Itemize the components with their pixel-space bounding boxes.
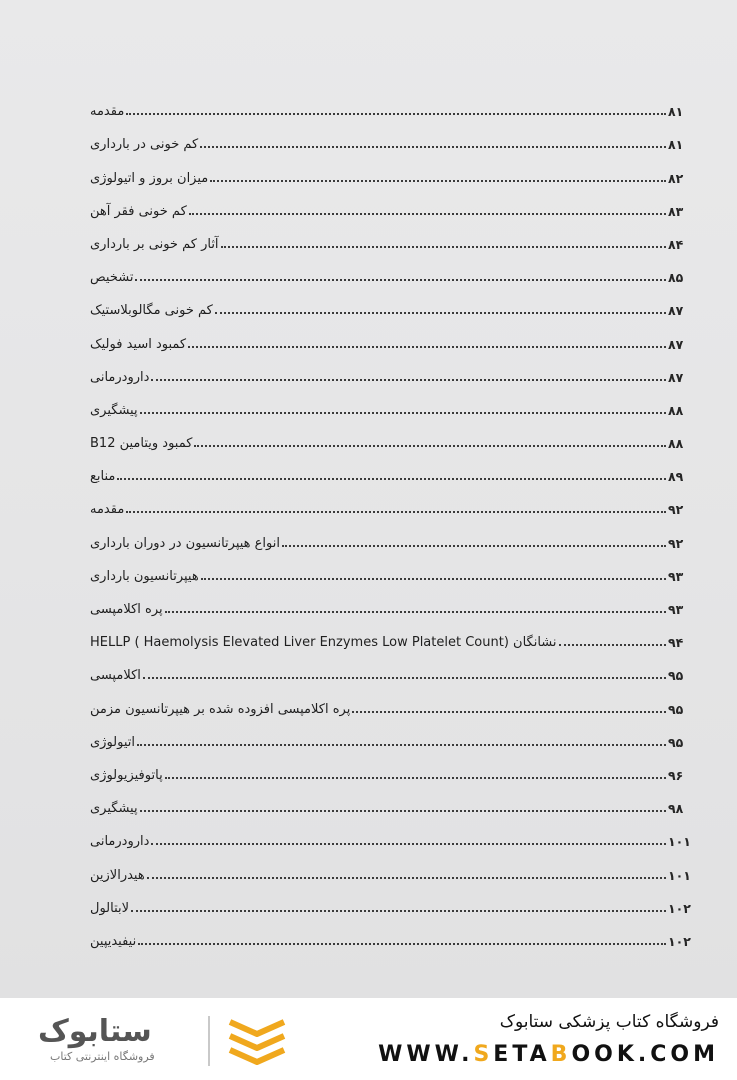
toc-entry-title: منابع <box>90 469 116 485</box>
dot-leader <box>140 412 666 414</box>
url-part: ETA <box>493 1042 551 1067</box>
toc-entry <box>88 484 694 517</box>
dot-leader <box>282 545 666 547</box>
watermark-footer <box>0 998 737 1080</box>
dot-leader <box>143 677 666 679</box>
toc-entry-page-number: ۸۷ <box>668 336 684 352</box>
toc-entry-title: کمبود ویتامین B12 <box>90 436 193 452</box>
toc-entry-page-number: ۸۷ <box>668 303 684 319</box>
toc-entry-page-number: ۸۴ <box>668 236 684 252</box>
dot-leader <box>201 578 666 580</box>
url-part: WWW. <box>378 1042 474 1067</box>
toc-entry-title: پیشگیری <box>90 402 138 418</box>
toc-entry <box>88 86 694 119</box>
toc-entry <box>88 285 694 318</box>
toc-entry-page-number: ۹۳ <box>668 568 684 584</box>
dot-leader <box>200 146 666 148</box>
dot-leader <box>135 279 666 281</box>
toc-entry <box>88 252 694 285</box>
dot-leader <box>137 744 666 746</box>
logo-tagline: فروشگاه اینترنتی کتاب <box>50 1050 155 1063</box>
toc-entry <box>88 916 694 949</box>
dot-leader <box>147 877 666 879</box>
dot-leader <box>189 213 666 215</box>
dot-leader <box>131 910 666 912</box>
toc-entry-page-number: ۸۳ <box>668 203 684 219</box>
toc-entry <box>88 219 694 252</box>
toc-entry-title: اکلامپسی <box>90 668 141 684</box>
toc-entry <box>88 352 694 385</box>
toc-entry-title: تشخیص <box>90 270 134 286</box>
dot-leader <box>126 113 666 115</box>
logo-brand-text: ستابوک <box>38 1014 152 1049</box>
toc-entry-title: آثار کم خونی بر بارداری <box>90 236 219 252</box>
dot-leader <box>352 711 666 713</box>
toc-entry <box>88 617 694 650</box>
shop-url[interactable] <box>378 1042 719 1067</box>
toc-entry-title: کم خونی در بارداری <box>90 137 199 153</box>
toc-entry-title: کمبود اسید فولیک <box>90 336 187 352</box>
dot-leader <box>210 180 666 182</box>
toc-entry-title: مقدمه <box>90 502 125 518</box>
toc-entry <box>88 517 694 550</box>
toc-entry-page-number: ۹۸ <box>668 801 684 817</box>
toc-entry-title: دارودرمانی <box>90 369 150 385</box>
url-accent: B <box>550 1042 572 1067</box>
toc-entry-title: پاتوفیزیولوژی <box>90 767 163 783</box>
toc-entry-title: نشانگان HELLP ( Haemolysis Elevated Liver Enzymes Low Platelet Count) <box>90 635 557 651</box>
toc-entry-page-number: ۸۸ <box>668 402 684 418</box>
toc-entry-page-number: ۸۹ <box>668 469 684 485</box>
toc-entry-page-number: ۸۱ <box>668 104 684 120</box>
toc-entry-title: هیپرتانسیون بارداری <box>90 568 199 584</box>
dot-leader <box>140 810 666 812</box>
toc-entry <box>88 750 694 783</box>
toc-entry <box>88 883 694 916</box>
setabook-logo <box>30 1012 290 1072</box>
toc-entry-title: کم خونی مگالوبلاستیک <box>90 303 213 319</box>
dot-leader <box>165 777 666 779</box>
dot-leader <box>117 478 666 480</box>
toc-entry-title: لابتالول <box>90 900 130 916</box>
toc-entry-title: پره اکلامپسی <box>90 602 163 617</box>
url-part: OOK.COM <box>571 1042 719 1067</box>
dot-leader <box>126 511 666 513</box>
toc-entry <box>88 119 694 152</box>
toc-entry-title: پره اکلامپسی افزوده شده بر هیپرتانسیون مزمن <box>90 701 351 717</box>
toc-entry <box>88 783 694 816</box>
toc-entry-page-number: ۹۴ <box>668 635 684 651</box>
url-accent: S <box>473 1042 494 1067</box>
toc-entry-page-number: ۹۵ <box>668 734 684 750</box>
toc-entry-page-number: ۹۵ <box>668 668 684 684</box>
dot-leader <box>151 379 666 381</box>
toc-entry <box>88 551 694 584</box>
dot-leader <box>559 644 666 646</box>
shop-name: فروشگاه کتاب پزشکی ستابوک <box>499 1012 719 1032</box>
toc-entry <box>88 451 694 484</box>
toc-entry <box>88 816 694 849</box>
dot-leader <box>215 312 666 314</box>
toc-entry-page-number: ۸۷ <box>668 369 684 385</box>
table-of-contents <box>88 86 694 949</box>
toc-entry-page-number: ۹۵ <box>668 701 684 717</box>
toc-entry-page-number: ۹۲ <box>668 535 684 551</box>
toc-entry-title: مقدمه <box>90 104 125 120</box>
toc-entry-page-number: ۱۰۲ <box>668 900 691 916</box>
toc-entry <box>88 683 694 716</box>
dot-leader <box>194 445 666 447</box>
toc-entry-page-number: ۸۵ <box>668 270 684 286</box>
toc-entry-title: کم خونی فقر آهن <box>90 203 187 219</box>
toc-entry-title: میزان بروز و اتیولوژی <box>90 170 209 186</box>
toc-entry-page-number: ۱۰۱ <box>668 867 691 883</box>
toc-entry <box>88 650 694 683</box>
toc-entry <box>88 717 694 750</box>
dot-leader <box>151 843 666 845</box>
toc-entry-title: هیدرالازین <box>90 867 145 883</box>
toc-entry-page-number: ۸۱ <box>668 137 684 153</box>
toc-entry-page-number: ۹۶ <box>668 767 684 783</box>
toc-entry-page-number: ۸۲ <box>668 170 684 186</box>
toc-entry-title: دارودرمانی <box>90 834 150 850</box>
dot-leader <box>221 246 666 248</box>
toc-entry <box>88 152 694 185</box>
toc-entry-title: انواع هیپرتانسیون در دوران بارداری <box>90 535 280 551</box>
toc-entry-page-number: ۹۲ <box>668 502 684 518</box>
toc-entry-title: نیفیدیپین <box>90 933 137 949</box>
toc-entry-page-number: ۱۰۱ <box>668 834 691 850</box>
toc-entry <box>88 584 694 617</box>
dot-leader <box>188 346 666 348</box>
toc-entry-title: اتیولوژی <box>90 734 135 750</box>
toc-entry-page-number: ۸۸ <box>668 436 684 452</box>
toc-entry-title: پیشگیری <box>90 801 138 817</box>
toc-entry <box>88 418 694 451</box>
toc-entry <box>88 186 694 219</box>
toc-entry-page-number: ۱۰۲ <box>668 933 691 949</box>
dot-leader <box>165 611 666 613</box>
toc-entry <box>88 849 694 882</box>
toc-entry <box>88 385 694 418</box>
chevron-stack-icon <box>226 1016 288 1068</box>
dot-leader <box>138 943 666 945</box>
toc-entry <box>88 318 694 351</box>
logo-divider <box>208 1016 210 1066</box>
toc-entry-page-number: ۹۳ <box>668 602 684 617</box>
